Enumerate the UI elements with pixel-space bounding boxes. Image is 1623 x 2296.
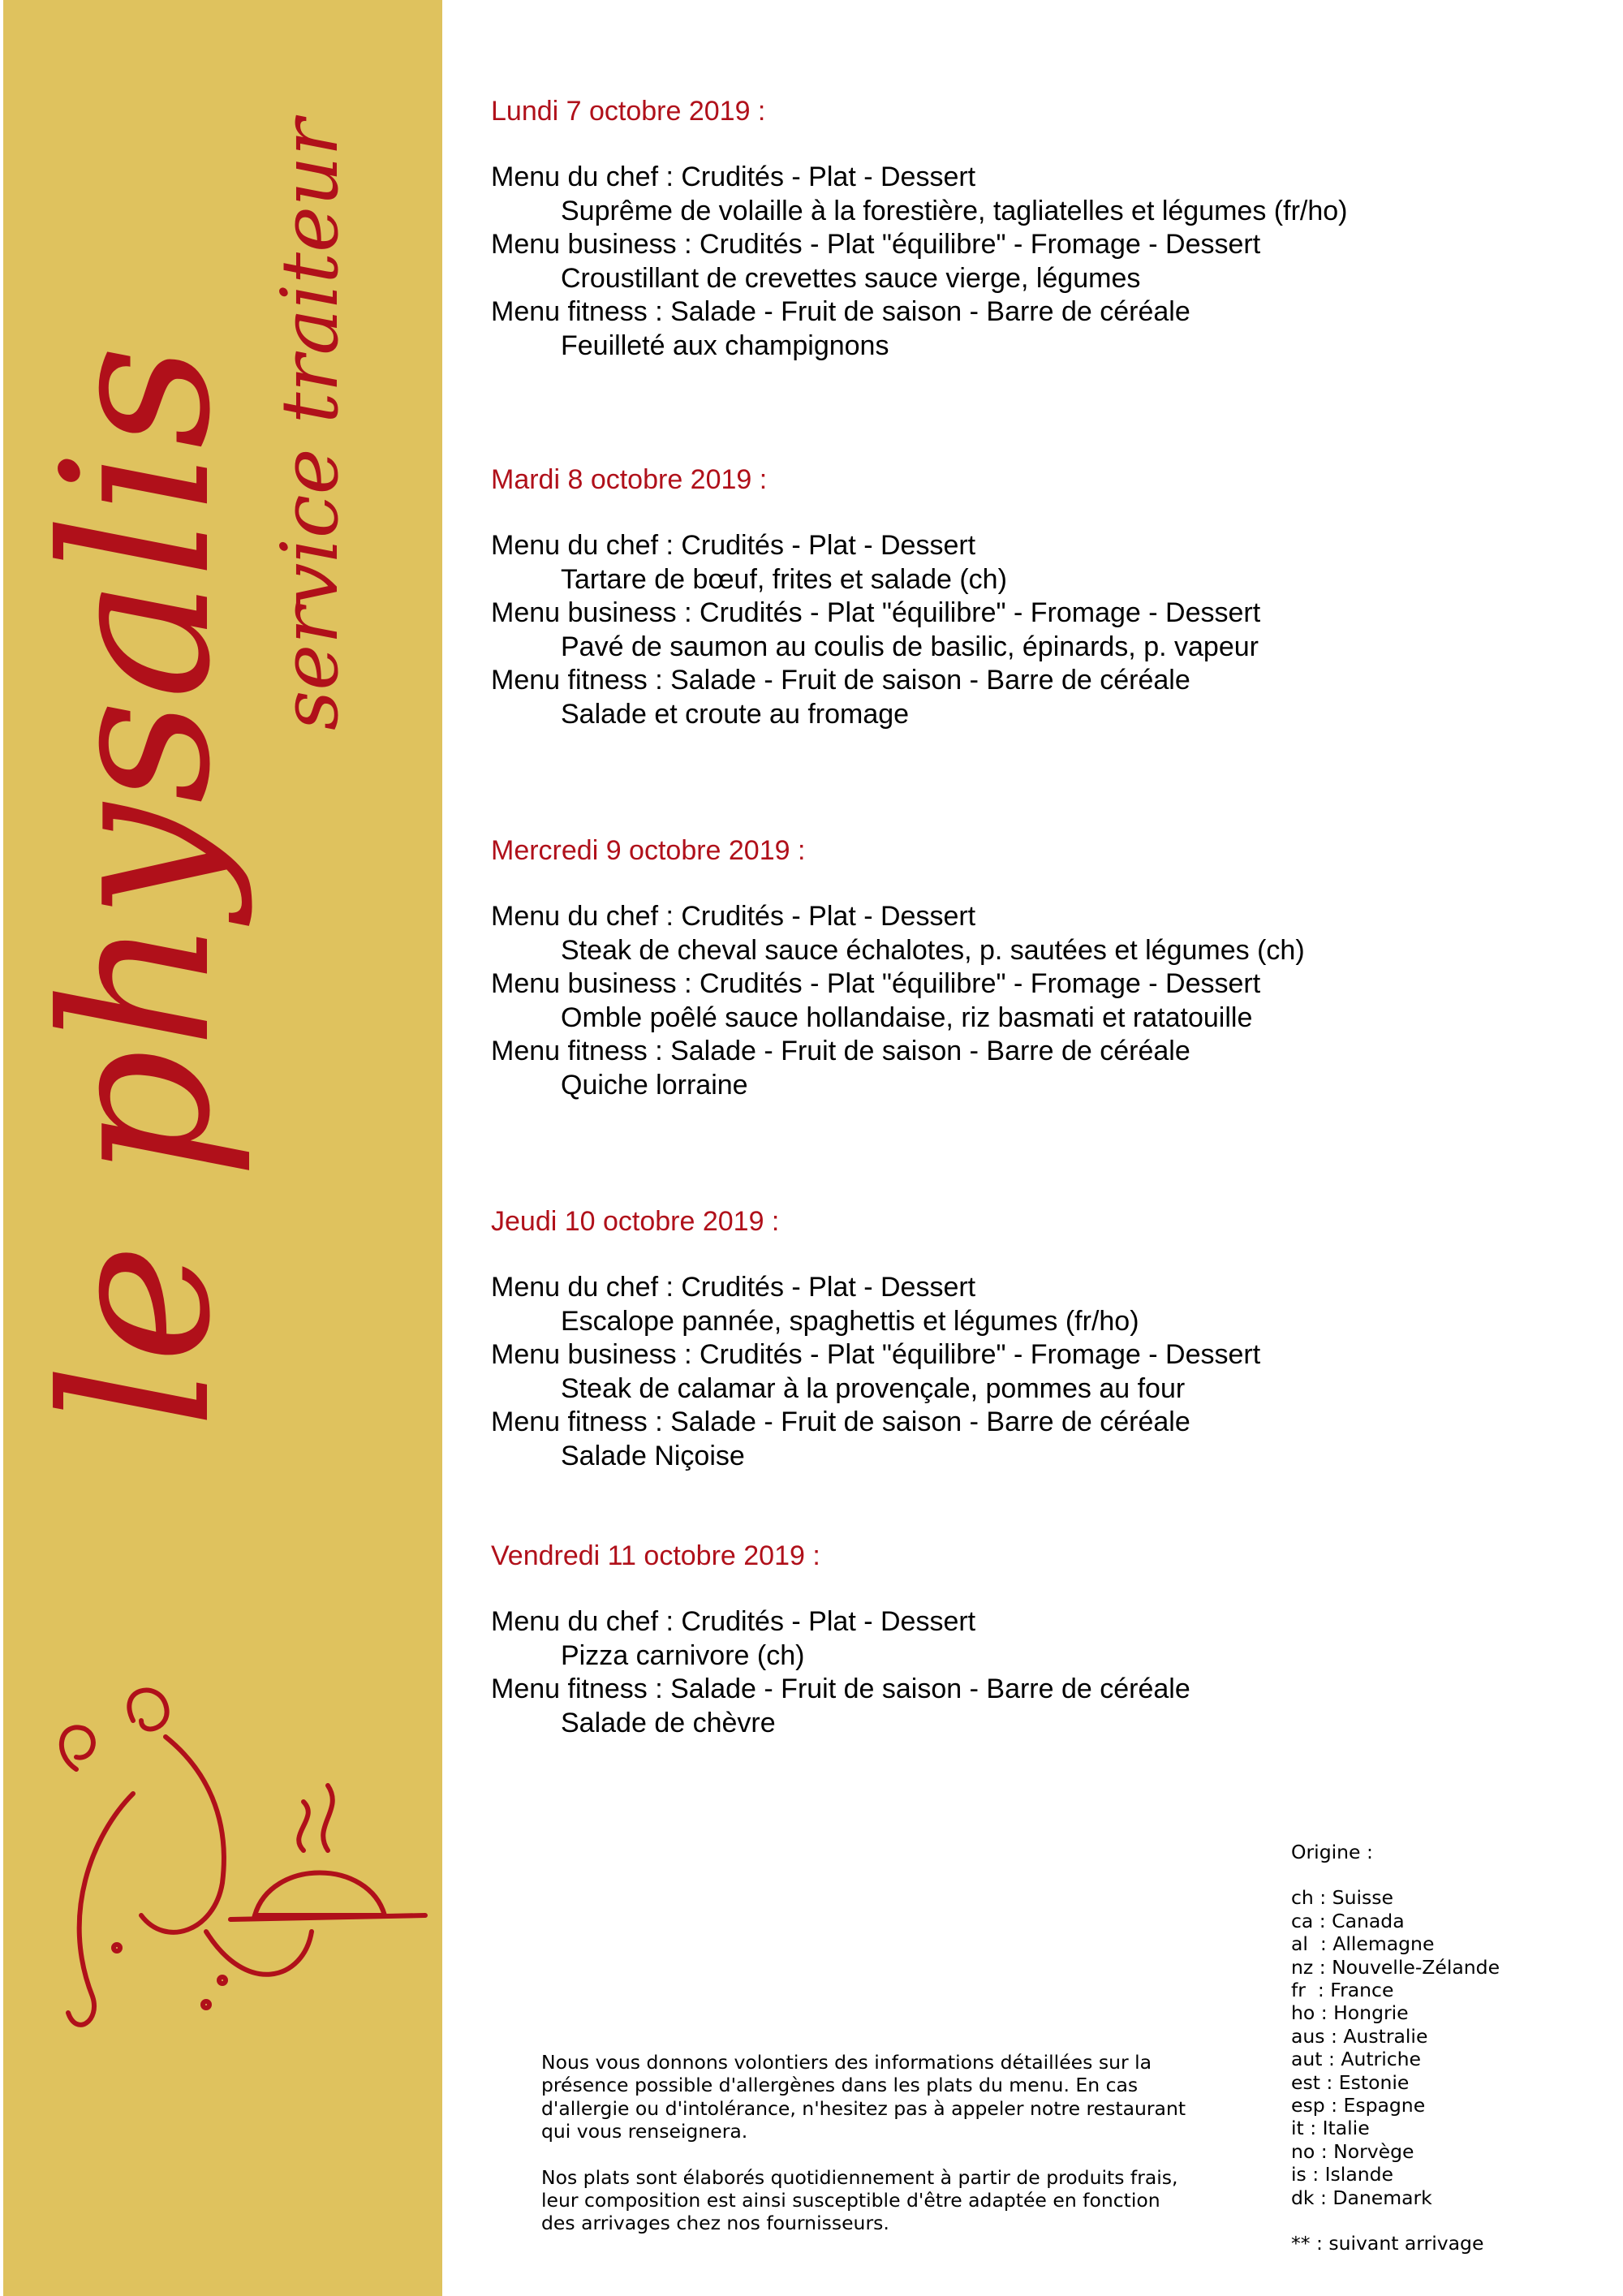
origin-legend [1291, 1841, 1500, 2255]
allergen-paragraph: Nous vous donnons volontiers des informations détaillées sur la présence possible d'allergènes dans les plats du menu. En cas d'allergie ou d'intolérance, n'hesitez pas à appeler notre restaurant qui vous renseignera. [541, 2051, 1186, 2143]
origin-item: ho : Hongrie [1291, 2001, 1409, 2025]
menu-label: Menu business : Crudités - Plat "équilibre" - Fromage - Dessert [491, 1339, 1261, 1370]
logo-tagline: service traiteur [265, 118, 355, 730]
day-title: Mardi 8 octobre 2019 : [491, 464, 768, 495]
menu-dish: Tartare de bœuf, frites et salade (ch) [561, 563, 1007, 595]
menu-dish: Steak de calamar à la provençale, pommes au four [561, 1372, 1186, 1404]
day-section [491, 1204, 1260, 1473]
origin-item: dk : Danemark [1291, 2186, 1432, 2209]
allergen-info [541, 2051, 1190, 2258]
origin-title: Origine : [1291, 1841, 1373, 1863]
day-section [491, 1539, 1190, 1740]
origin-item: est : Estonie [1291, 2070, 1410, 2094]
day-title: Lundi 7 octobre 2019 : [491, 96, 766, 127]
menu-label: Menu du chef : Crudités - Plat - Dessert [491, 1272, 976, 1303]
menu-label: Menu du chef : Crudités - Plat - Dessert [491, 162, 976, 192]
menu-label: Menu business : Crudités - Plat "équilibre" - Fromage - Dessert [491, 229, 1261, 260]
menu-label: Menu du chef : Crudités - Plat - Dessert [491, 901, 976, 932]
origin-item: aut : Autriche [1291, 2048, 1422, 2071]
menu-label: Menu business : Crudités - Plat "équilibre" - Fromage - Dessert [491, 597, 1261, 628]
menu-label: Menu fitness : Salade - Fruit de saison - Barre de céréale [491, 1036, 1190, 1066]
menu-dish: Omble poêlé sauce hollandaise, riz basmati et ratatouille [561, 1002, 1253, 1033]
sidebar-banner [3, 0, 442, 2296]
origin-item: no : Norvège [1291, 2139, 1414, 2163]
menu-dish: Pavé de saumon au coulis de basilic, épinards, p. vapeur [561, 631, 1259, 662]
menu-dish: Pizza carnivore (ch) [561, 1639, 805, 1671]
day-title: Vendredi 11 octobre 2019 : [491, 1540, 820, 1571]
day-section [491, 834, 1305, 1102]
day-section [491, 94, 1347, 363]
origin-item: is : Islande [1291, 2163, 1394, 2186]
origin-item: ch : Suisse [1291, 1886, 1393, 1910]
menu-dish: Salade et croute au fromage [561, 698, 910, 730]
origin-footnote: ** : suivant arrivage [1291, 2232, 1484, 2255]
logo-name: le physalis [19, 344, 255, 1428]
freshness-paragraph: Nos plats sont élaborés quotidiennement à partir de produits frais, leur composition est ainsi susceptible d'être adaptée en fonction des arrivages chez nos fournisseurs. [541, 2165, 1178, 2235]
origin-item: al : Allemagne [1291, 1932, 1435, 1956]
menu-dish: Suprême de volaille à la forestière, tagliatelles et légumes (fr/ho) [561, 195, 1348, 226]
origin-item: it : Italie [1291, 2117, 1370, 2140]
menu-dish: Steak de cheval sauce échalotes, p. sautées et légumes (ch) [561, 934, 1305, 966]
menu-dish: Quiche lorraine [561, 1069, 748, 1101]
origin-item: ca : Canada [1291, 1909, 1405, 1932]
menu-label: Menu business : Crudités - Plat "équilibre" - Fromage - Dessert [491, 968, 1261, 999]
origin-item: fr : France [1291, 1979, 1394, 2002]
day-title: Jeudi 10 octobre 2019 : [491, 1206, 780, 1237]
origin-item: aus : Australie [1291, 2024, 1428, 2048]
menu-dish: Feuilleté aux champignons [561, 330, 889, 361]
menu-label: Menu fitness : Salade - Fruit de saison - Barre de céréale [491, 1406, 1190, 1437]
menu-dish: Croustillant de crevettes sauce vierge, légumes [561, 262, 1141, 294]
menu-dish: Salade Niçoise [561, 1440, 745, 1471]
menu-label: Menu du chef : Crudités - Plat - Dessert [491, 530, 976, 561]
origin-item: esp : Espagne [1291, 2094, 1426, 2117]
menu-dish: Escalope pannée, spaghettis et légumes (fr/ho) [561, 1305, 1139, 1337]
menu-label: Menu fitness : Salade - Fruit de saison - Barre de céréale [491, 665, 1190, 696]
origin-item: nz : Nouvelle-Zélande [1291, 1955, 1500, 1979]
menu-label: Menu fitness : Salade - Fruit de saison - Barre de céréale [491, 296, 1190, 327]
waiter-illustration-icon [44, 1672, 433, 2078]
menu-label: Menu du chef : Crudités - Plat - Dessert [491, 1606, 976, 1637]
day-title: Mercredi 9 octobre 2019 : [491, 835, 806, 866]
menu-dish: Salade de chèvre [561, 1707, 776, 1738]
day-section [491, 463, 1260, 731]
menu-label: Menu fitness : Salade - Fruit de saison - Barre de céréale [491, 1674, 1190, 1704]
